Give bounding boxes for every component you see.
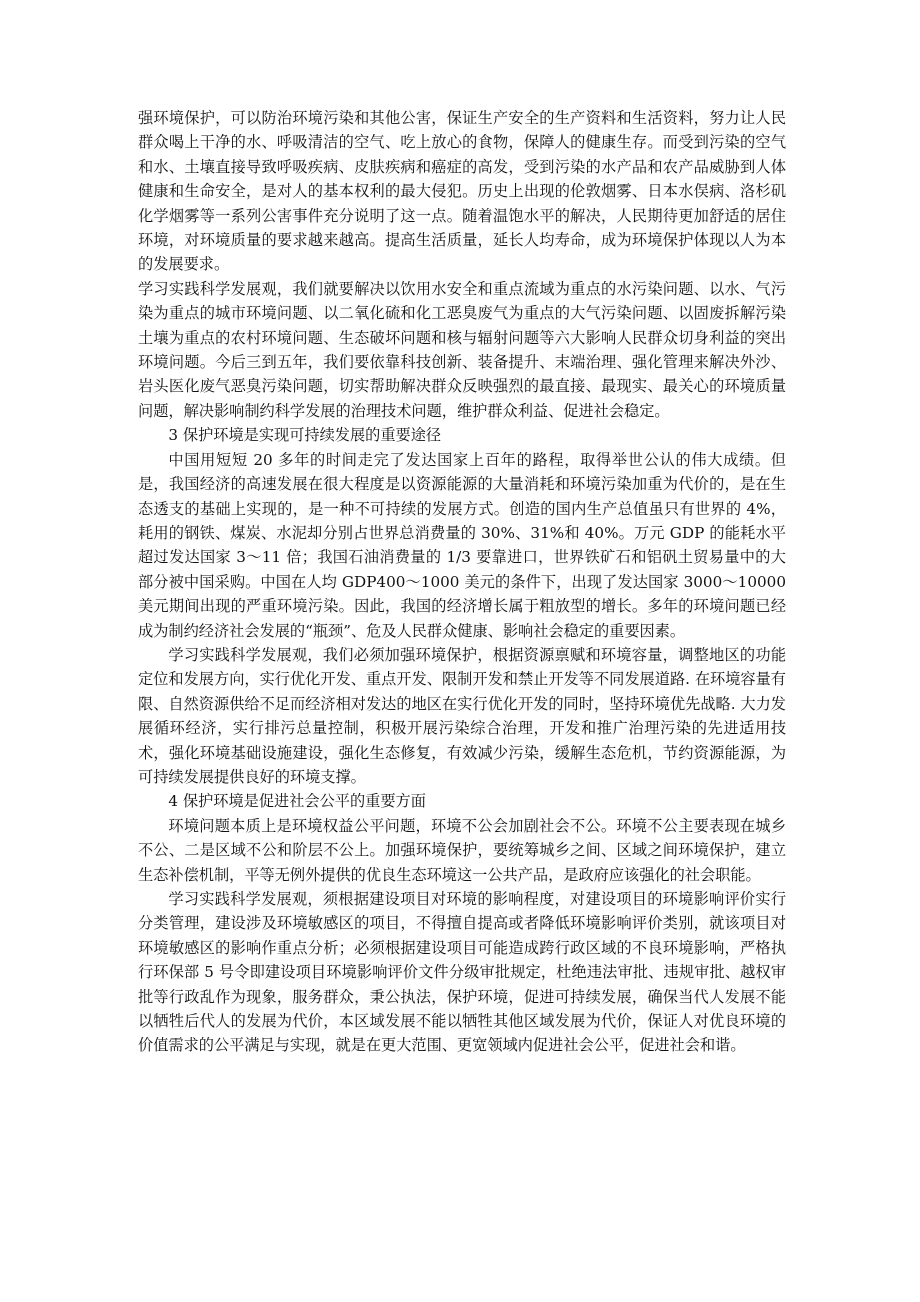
section-heading-3: 3 保护环境是实现可持续发展的重要途径 [168,426,442,445]
paragraph-study-practice-1: 学习实践科学发展观，我们就要解决以饮用水安全和重点流域为重点的水污染问题、以水、气污染为重点的城市环境问题、以二氧化硫和化工恶臭废气为重点的大气污染问题、以固废拆解污染土壤为重点的农村环境问题、生态破坏问题和核与辐射问题等六大影响人民群众切身利益的突出环境问题。今后三到五年，我们要依靠科技创新、装备提升、末端治理、强化管理来解决外沙、岩头医化废气恶臭污染问题，切实帮助解决群众反映强烈的最直接、最现实、最关心的环境质量问题，解决影响制约科学发展的治理技术问题，维护群众利益、促进社会稳定。 [138,279,786,420]
paragraph-study-practice-3: 学习实践科学发展观，须根据建设项目对环境的影响程度，对建设项目的环境影响评价实行分类管理，建设涉及环境敏感区的项目，不得擅自提高或者降低环境影响评价类别，就该项目对环境敏感区的影响作重点分析；必须根据建设项目可能造成跨行政区域的不良环境影响，严格执行环保部 5 号令即建设项目环境影响评价文件分级审批规定，杜绝违法审批、违规审批、越权审批等行政乱作为现象，服务群众，秉公执法，保护环境，促进可持续发展，确保当代人发展不能以牺牲后代人的发展为代价，本区域发展不能以牺牲其他区域发展为代价，保证人对优良环境的价值需求的公平满足与实现，就是在更大范围、更宽领域内促进社会公平，促进社会和谐。 [138,890,786,1055]
paragraph-environmental-equity: 环境问题本质上是环境权益公平问题，环境不公会加剧社会不公。环境不公主要表现在城乡不公、二是区域不公和阶层不公上。加强环境保护，要统筹城乡之间、区域之间环境保护，建立生态补偿机制，平等无例外提供的优良生态环境这一公共产品，是政府应该强化的社会职能。 [138,816,786,884]
document-page [138,106,786,1058]
paragraph-china-development: 中国用短短 20 多年的时间走完了发达国家上百年的路程，取得举世公认的伟大成绩。但是，我国经济的高速发展在很大程度是以资源能源的大量消耗和环境污染加重为代价的，是在生态透支的基础上实现的，是一种不可持续的发展方式。创造的国内生产总值虽只有世界的 4%，耗用的钢铁、煤炭、水泥却分别占世界总消费量的 30%、31%和 40%。万元 GDP 的能耗水平超过发达国家 3～11 倍；我国石油消费量的 1/3 要靠进口，世界铁矿石和铝矾土贸易量中的大部分被中国采购。中国在人均 GDP400～1000 美元的条件下，出现了发达国家 3000～10000 美元期间出现的严重环境污染。因此，我国的经济增长属于粗放型的增长。多年的环境问题已经成为制约经济社会发展的“瓶颈”、危及人民群众健康、影响社会稳定的重要因素。 [138,450,786,640]
section-heading-4: 4 保护环境是促进社会公平的重要方面 [168,792,426,811]
paragraph-study-practice-2: 学习实践科学发展观，我们必须加强环境保护，根据资源禀赋和环境容量，调整地区的功能定位和发展方向，实行优化开发、重点开发、限制开发和禁止开发等不同发展道路. 在环境容量有限、自然资源供给不足而经济相对发达的地区在实行优化开发的同时，坚持环境优先战略. 大力发展循环经济，实行排污总量控制，积极开展污染综合治理，开发和推广治理污染的先进适用技术，强化环境基础设施建设，强化生态修复，有效减少污染，缓解生态危机，节约资源能源，为可持续发展提供良好的环境支撑。 [138,645,786,786]
paragraph-intro-continued: 强环境保护，可以防治环境污染和其他公害，保证生产安全的生产资料和生活资料，努力让人民群众喝上干净的水、呼吸清洁的空气、吃上放心的食物，保障人的健康生存。而受到污染的空气和水、土壤直接导致呼吸疾病、皮肤疾病和癌症的高发，受到污染的水产品和农产品威胁到人体健康和生命安全，是对人的基本权利的最大侵犯。历史上出现的伦敦烟雾、日本水俣病、洛杉矶化学烟雾等一系列公害事件充分说明了这一点。随着温饱水平的解决，人民期待更加舒适的居住环境，对环境质量的要求越来越高。提高生活质量，延长人均寿命，成为环境保护体现以人为本的发展要求。 [138,109,786,274]
